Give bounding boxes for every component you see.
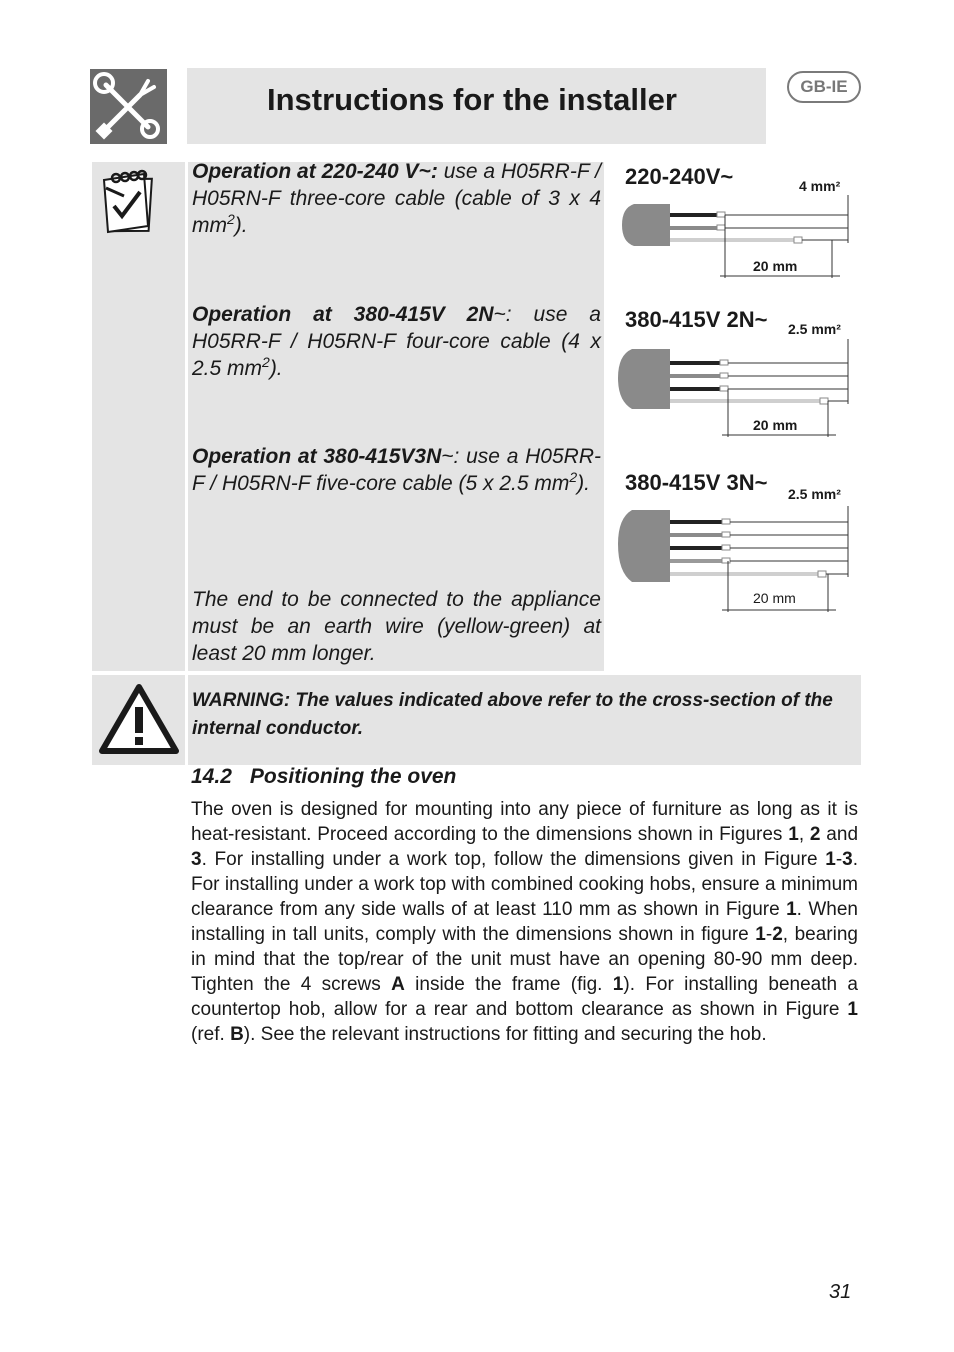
section-title: Positioning the oven (249, 765, 457, 788)
checklist-icon (92, 162, 185, 252)
warning-icon-strip (92, 675, 185, 765)
body-text: (ref. (191, 1024, 231, 1045)
diagram-voltage-label: 380-415V 3N~ (625, 470, 768, 495)
cable-diagram-380-415-3n (612, 468, 862, 621)
page-number: 31 (829, 1281, 852, 1303)
diagram-voltage-label: 220-240V~ (625, 164, 734, 189)
body-text: , (798, 824, 810, 845)
cable-sheath (618, 349, 670, 409)
header-band (187, 68, 766, 144)
wire-tips (720, 360, 828, 404)
body-text: . For installing under a work top, follow the dimensions given in Figure (201, 849, 826, 870)
body-text: - (835, 849, 843, 870)
body-text: - (765, 924, 773, 945)
diagram-section-label: 2.5 mm² (788, 321, 841, 337)
diagram-voltage-label: 380-415V 2N~ (625, 307, 768, 332)
left-icon-strip (92, 162, 185, 671)
figure-reference: 1 (825, 849, 836, 870)
page-title: Instructions for the installer (267, 82, 677, 117)
body-text: inside the frame (fig. (404, 974, 613, 995)
body-text: , bearing in mind that the top/rear of the unit must have an opening 80-90 mm deep. Tighten the 4 screws (191, 924, 858, 995)
body-paragraph (191, 797, 858, 1047)
diagram-length-label: 20 mm (753, 258, 798, 274)
operation-220-240: Operation at 220-240 V~: use a H05RR-F / H05RN-F three-core cable (cable of 3 x 4 $mm^2$). (192, 160, 601, 237)
body-text: ). For installing beneath a countertop hob, allow for a rear and bottom clearance as shown in Figure (191, 974, 858, 1020)
diagram-length-label: 20 mm (753, 590, 796, 606)
cable-diagram-220-240 (612, 162, 862, 287)
warning-triangle-icon (92, 675, 185, 765)
figure-reference: 1 (847, 999, 858, 1020)
tools-icon (90, 69, 167, 144)
figure-reference: 2 (809, 824, 821, 845)
diagram-section-label: 4 mm² (799, 178, 841, 194)
figure-reference: 1 (788, 824, 799, 845)
cable-diagram-380-415-2n (612, 305, 862, 445)
figure-reference: 1 (755, 924, 766, 945)
figure-reference: 2 (772, 924, 783, 945)
figure-reference: 1 (786, 899, 797, 920)
earth-wire-note: The end to be connected to the appliance must be an earth wire (yellow-green) at least 20 mm longer. (192, 588, 601, 665)
figure-reference: A (391, 974, 405, 995)
operations-panel (188, 162, 604, 671)
language-badge: GB-IE (787, 71, 861, 103)
warning-panel (188, 675, 861, 765)
body-text: ). See the relevant instructions for fitting and securing the hob. (243, 1024, 767, 1045)
cable-sheath (618, 510, 670, 582)
body-text: and (820, 824, 859, 845)
diagram-section-label: 2.5 mm² (788, 486, 841, 502)
operation-380-415-3n: Operation at 380-415V3N~: use a H05RR-F / H05RN-F five-core cable (5 x 2.5 $mm^2$). (192, 445, 601, 495)
section-number: 14.2 (191, 765, 232, 788)
figure-reference: B (230, 1024, 244, 1045)
warning-text: WARNING: The values indicated above refer to the cross-section of the internal conductor. (192, 690, 833, 739)
operation-380-415-2n: Operation at 380-415V 2N~: use a H05RR-F / H05RN-F four-core cable (4 x 2.5 $mm^2$). (192, 303, 601, 380)
figure-reference: 3 (842, 849, 853, 870)
section-heading (191, 765, 456, 789)
body-text: . For installing under a work top with combined cooking hobs, ensure a minimum clearance from any side walls of at least 110 mm as shown in Figure (191, 849, 858, 920)
cable-sheath (622, 204, 670, 246)
body-text: The oven is designed for mounting into any piece of furniture as long as it is heat-resistant. Proceed according to the dimensions shown in Figures (191, 799, 858, 845)
diagram-length-label: 20 mm (753, 417, 798, 433)
body-text: . When installing in tall units, comply with the dimensions shown in figure (191, 899, 858, 945)
cable-wires (670, 363, 820, 401)
figure-reference: 3 (191, 849, 202, 870)
figure-reference: 1 (612, 974, 624, 995)
